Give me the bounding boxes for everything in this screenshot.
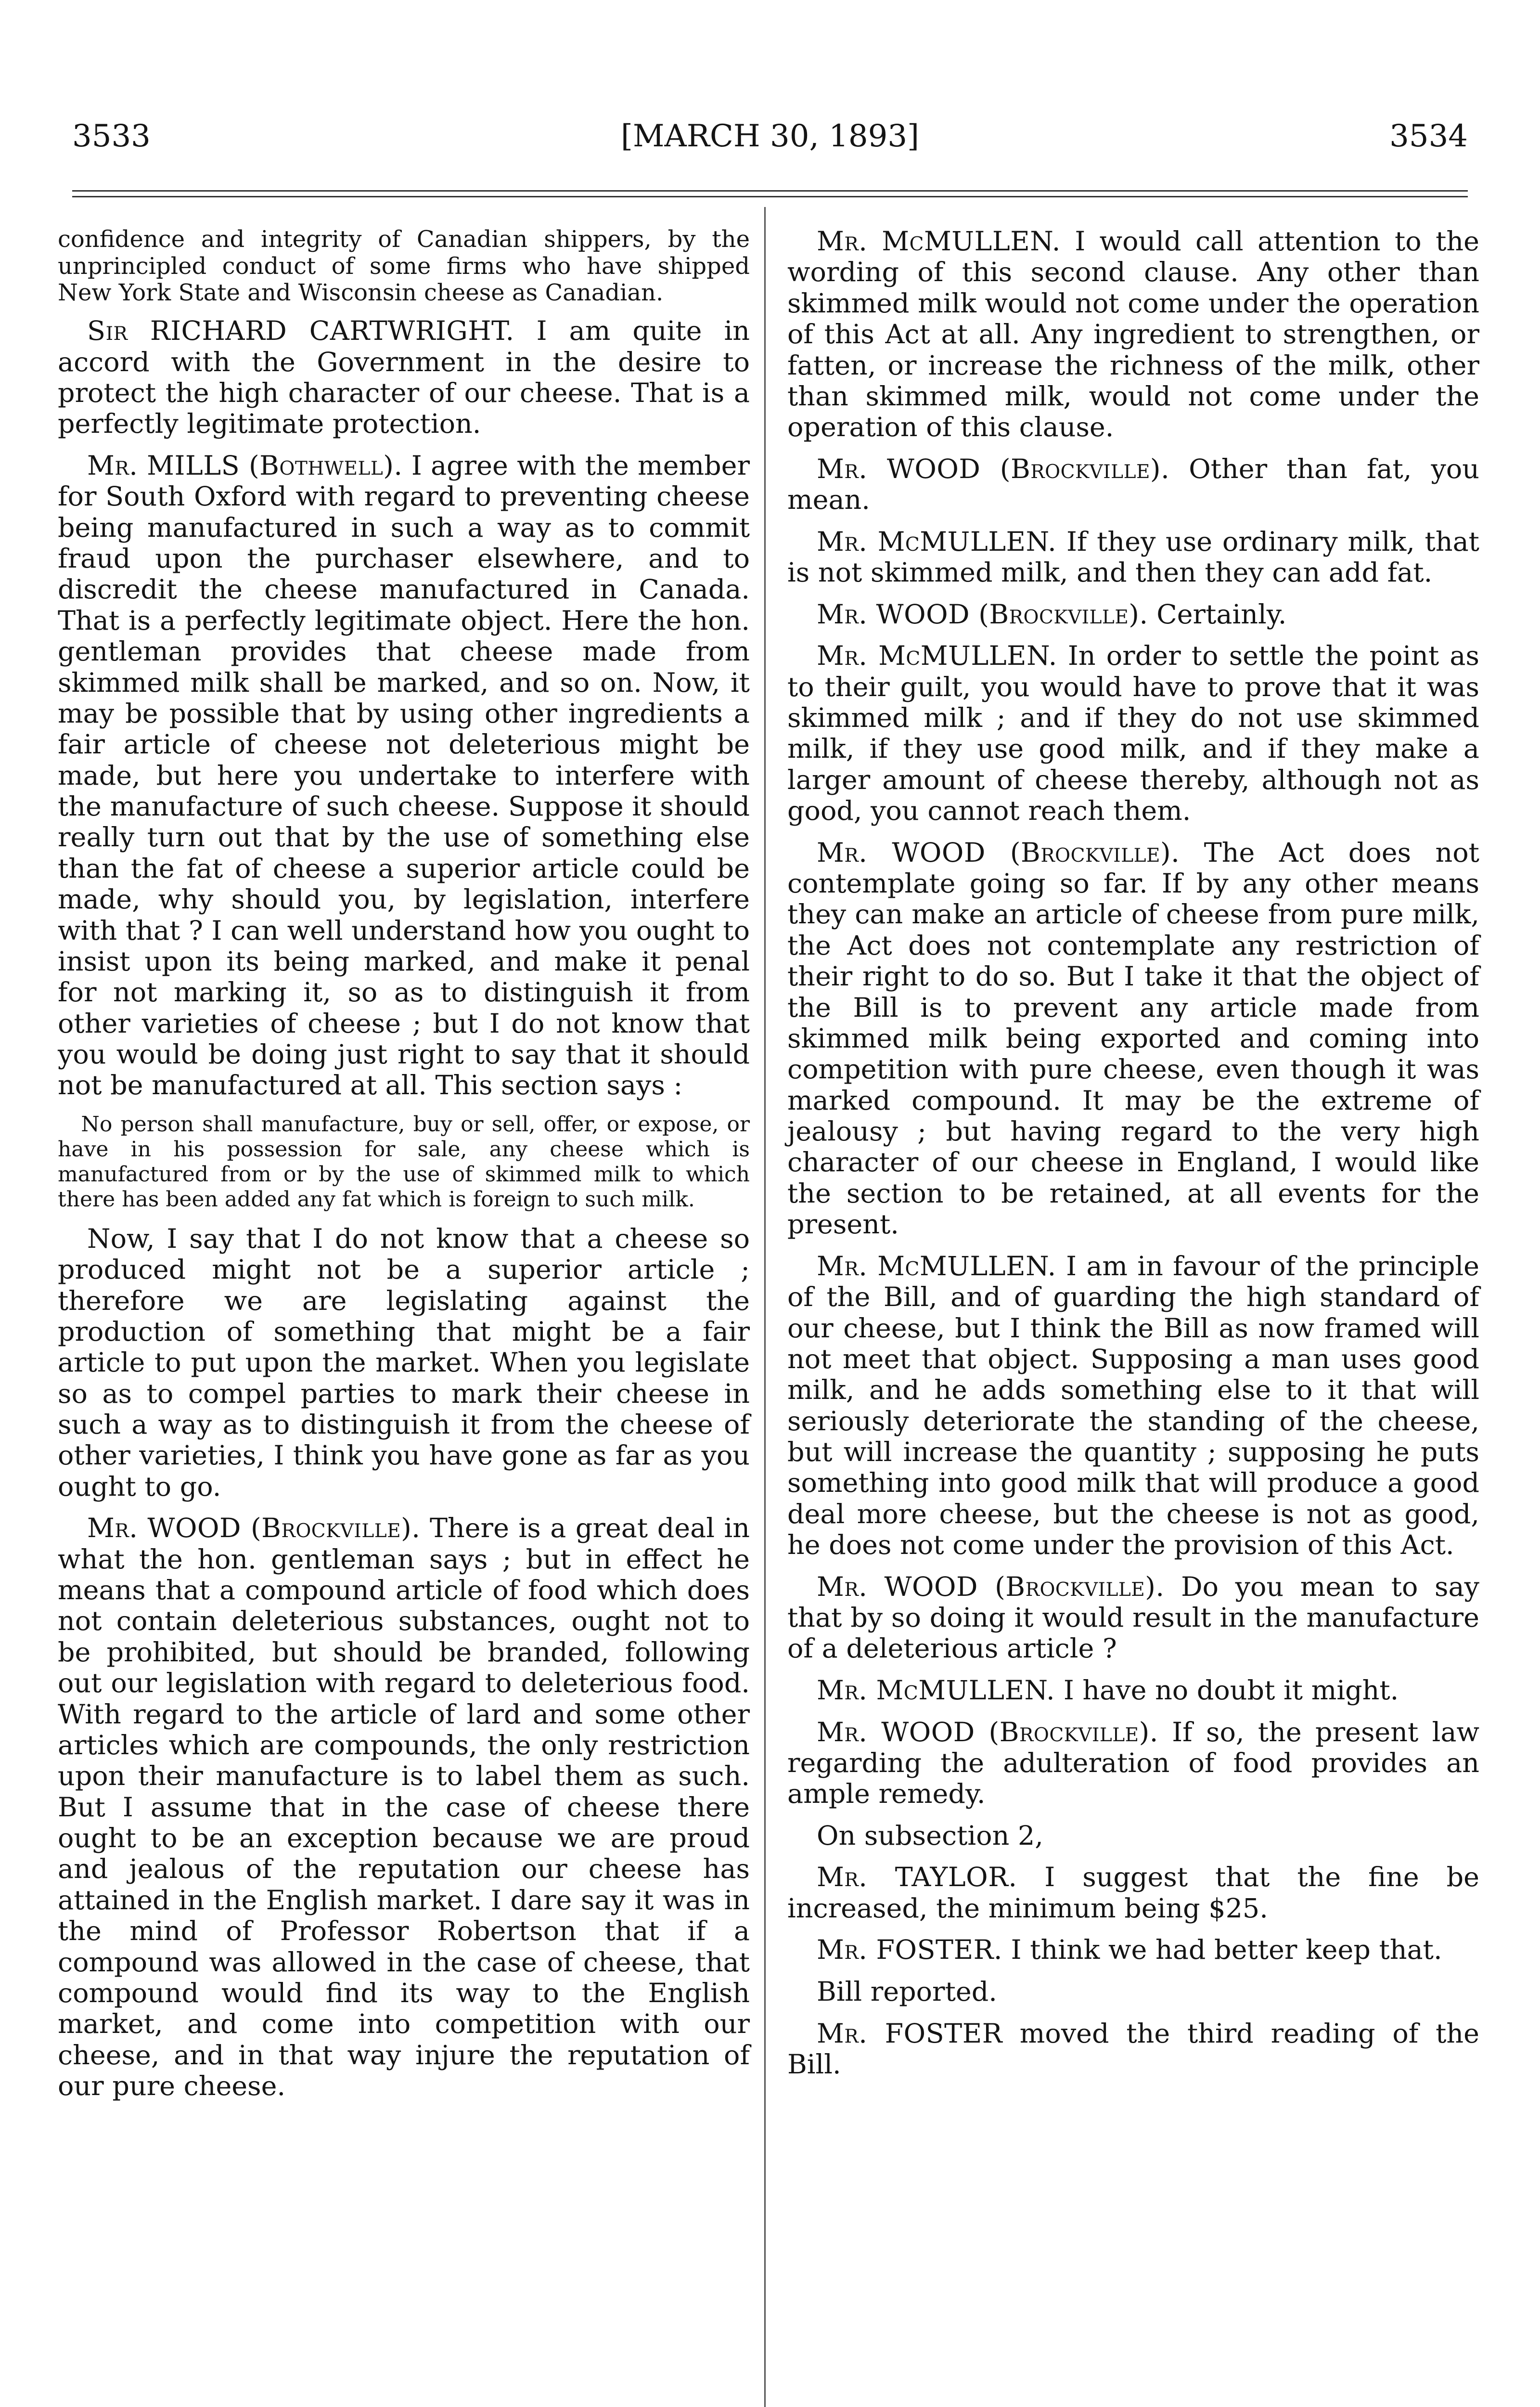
speech-paragraph bbox=[58, 316, 750, 440]
speaker-name: Mr. WOOD (Brockville). bbox=[817, 837, 1180, 868]
page-date: [MARCH 30, 1893] bbox=[621, 118, 919, 154]
speaker-name: Mr. WOOD (Brockville). bbox=[87, 1513, 421, 1544]
speech-paragraph bbox=[58, 1513, 750, 2102]
speaker-name: Mr. FOSTER bbox=[817, 2018, 1002, 2049]
speaker-name: Mr. WOOD (Brockville). bbox=[817, 453, 1170, 485]
left-column bbox=[58, 226, 750, 2113]
paragraph-text: The Act does not contemplate going so far. If by any other means they can make an article of cheese from pure milk, the Act does not contemplate any restriction of their right to do so. But I take it that the object of the Bill is to prevent any article made from skimmed milk being exported and coming into competition with pure cheese, even though it was marked compound. It may be the extreme of jealousy ; but having regard to the very high character of our cheese in England, I would like the section to be retained, at all events for the present. bbox=[787, 837, 1479, 1241]
right-column bbox=[787, 226, 1479, 2091]
speaker-name: Mr. McMULLEN. bbox=[817, 526, 1057, 557]
paragraph-text: In order to settle the point as to their guilt, you would have to prove that it was skimmed milk ; and if they do not use skimmed milk, if they use good milk, and if they make a larger amount of cheese thereby, although not as good, you cannot reach them. bbox=[787, 640, 1479, 827]
speaker-name: Mr. WOOD (Brockville). bbox=[817, 1571, 1165, 1603]
speaker-name: Mr. WOOD (Brockville). bbox=[817, 1716, 1158, 1748]
speaker-name: Mr. WOOD (Brockville). bbox=[817, 598, 1148, 630]
paragraph bbox=[787, 1821, 1479, 1851]
speech-paragraph bbox=[787, 1862, 1479, 1924]
paragraph bbox=[787, 1977, 1479, 2007]
paragraph-text: Certainly. bbox=[1156, 598, 1287, 630]
paragraph bbox=[58, 226, 750, 307]
speech-paragraph bbox=[787, 1251, 1479, 1561]
speech-paragraph bbox=[787, 226, 1479, 443]
page-number-left: 3533 bbox=[72, 118, 151, 154]
paragraph-text: I have no doubt it might. bbox=[1063, 1675, 1399, 1706]
paragraph-text: I suggest that the fine be increased, the minimum being $25. bbox=[787, 1862, 1479, 1924]
speech-paragraph bbox=[787, 641, 1479, 827]
paragraph-text: moved the third reading of the Bill. bbox=[787, 2018, 1479, 2080]
paragraph-text: Do you mean to say that by so doing it would result in the manufacture of a deleterious article ? bbox=[787, 1571, 1479, 1665]
header-rule-top bbox=[72, 190, 1468, 192]
speaker-name: Mr. McMULLEN. bbox=[817, 1675, 1055, 1706]
paragraph-text: I am in favour of the principle of the Bill, and of guarding the high standard of our cheese, but I think the Bill as now framed will not meet that object. Supposing a man uses good milk, and he adds something else to it that will seriously deteriorate the standing of the cheese, but will increase the quantity ; supposing he puts something into good milk that will produce a good deal more cheese, but the cheese is not as good, he does not come under the provision of this Act. bbox=[787, 1250, 1480, 1561]
paragraph-text: I think we had better keep that. bbox=[1011, 1934, 1442, 1966]
paragraph-text: I am quite in accord with the Government in the desire to protect the high character of our cheese. That is a perfectly legitimate protection. bbox=[58, 315, 750, 440]
paragraph-text: There is a great deal in what the hon. gentleman says ; but in effect he means that a compound article of food which does not contain deleterious substances, ought not to be prohibited, but should be branded, following out our legislation with regard to deleterious food. With regard to the article of lard and some other articles which are compounds, the only restriction upon their manufacture is to label them as such. But I assume that in the case of cheese there ought to be an exception because we are proud and jealous of the reputation our cheese has attained in the English market. I dare say it was in the mind of Professor Robertson that if a compound was allowed in the case of cheese, that compound would find its way to the English market, and come into competition with our cheese, and in that way injure the reputation of our pure cheese. bbox=[58, 1513, 750, 2102]
speaker-name: Sir RICHARD CARTWRIGHT. bbox=[87, 315, 514, 347]
paragraph bbox=[58, 1224, 750, 1502]
speaker-name: Mr. MILLS (Bothwell). bbox=[87, 450, 403, 481]
speaker-name: Mr. McMULLEN. bbox=[817, 1250, 1056, 1282]
paragraph-text: I agree with the member for South Oxford with regard to preventing cheese being manufactured in such a way as to commit fraud upon the purchaser elsewhere, and to discredit the cheese manufactured in Canada. That is a perfectly legitimate object. Here the hon. gentleman provides that cheese made from skimmed milk shall be marked, and so on. Now, it may be possible that by using other ingredients a fair article of cheese not deleterious might be made, but here you undertake to interfere with the manufacture of such cheese. Suppose it should really turn out that by the use of something else than the fat of cheese a superior article could be made, why should you, by legislation, interfere with that ? I can well understand how you ought to insist upon its being marked, and make it penal for not marking it, so as to distinguish it from other varieties of cheese ; but I do not know that you would be doing just right to say that it should not be manufactured at all. This section says : bbox=[58, 450, 750, 1101]
paragraph-text: If so, the present law regarding the adulteration of food provides an ample remedy. bbox=[787, 1716, 1479, 1810]
page-header bbox=[72, 110, 1468, 163]
speech-paragraph bbox=[787, 599, 1479, 630]
speech-paragraph bbox=[787, 1935, 1479, 1966]
paragraph-text: confidence and integrity of Canadian shippers, by the unprincipled conduct of some firms who have shipped New York State and Wisconsin cheese as Canadian. bbox=[58, 226, 750, 307]
speech-paragraph bbox=[787, 1675, 1479, 1706]
speech-paragraph bbox=[787, 2019, 1479, 2081]
paragraph-text: If they use ordinary milk, that is not skimmed milk, and then they can add fat. bbox=[787, 526, 1479, 589]
speech-paragraph bbox=[787, 838, 1479, 1241]
paragraph-text: On subsection 2, bbox=[817, 1820, 1043, 1851]
speech-paragraph bbox=[787, 1572, 1479, 1665]
speaker-name: Mr. McMULLEN. bbox=[817, 640, 1057, 672]
page-number-right: 3534 bbox=[1389, 118, 1468, 154]
speaker-name: Mr. TAYLOR. bbox=[817, 1862, 1017, 1893]
paragraph-text: Other than fat, you mean. bbox=[787, 453, 1479, 516]
speech-paragraph bbox=[787, 1717, 1479, 1810]
paragraph-text: Bill reported. bbox=[817, 1976, 997, 2007]
speech-paragraph bbox=[787, 454, 1479, 516]
speech-paragraph bbox=[787, 527, 1479, 589]
speaker-name: Mr. McMULLEN. bbox=[817, 226, 1061, 257]
quoted-clause bbox=[58, 1112, 750, 1212]
paragraph-text: Now, I say that I do not know that a cheese so produced might not be a superior article ; therefore we are legislating against the production of something that might be a fair article to put upon the market. When you legislate so as to compel parties to mark their cheese in such a way as to distinguish it from the cheese of other varieties, I think you have gone as far as you ought to go. bbox=[58, 1223, 750, 1502]
paragraph-text: I would call attention to the wording of this second clause. Any other than skimmed milk would not come under the operation of this Act at all. Any ingredient to strengthen, or fatten, or increase the richness of the milk, other than skimmed milk, would not come under the operation of this clause. bbox=[787, 226, 1480, 443]
header-rule-bottom bbox=[72, 196, 1468, 197]
speech-paragraph bbox=[58, 451, 750, 1101]
speaker-name: Mr. FOSTER. bbox=[817, 1934, 1003, 1966]
column-divider bbox=[764, 207, 766, 2407]
paragraph-text: No person shall manufacture, buy or sell, offer, or expose, or have in his possession for sale, any cheese which is manufactured from or by the use of skimmed milk to which there has been added any fat which is foreign to such milk. bbox=[58, 1112, 750, 1212]
